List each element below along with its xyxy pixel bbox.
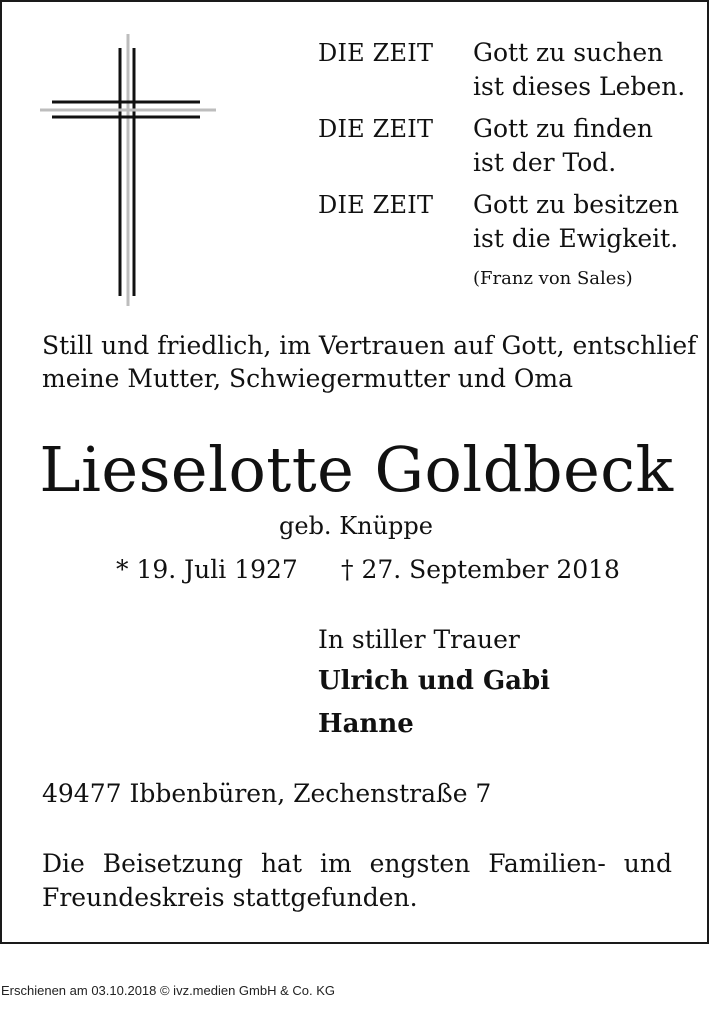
verse-line: Gott zu suchen (473, 38, 664, 67)
verse-line: ist dieses Leben. (473, 72, 686, 101)
cross-icon (40, 34, 216, 306)
verse-text (473, 36, 685, 104)
funeral-note (42, 847, 672, 915)
intro-line: Still und friedlich, im Vertrauen auf Gott, entschlief (42, 331, 697, 360)
verse-source: (Franz von Sales) (473, 268, 633, 289)
deceased-name: Lieselotte Goldbeck (39, 433, 674, 506)
address: 49477 Ibbenbüren, Zechenstraße 7 (42, 779, 492, 808)
verse-key: DIE ZEIT (318, 39, 434, 67)
mourner-name: Ulrich und Gabi (318, 666, 551, 696)
verse-key: DIE ZEIT (318, 191, 434, 219)
mourning-intro: In stiller Trauer (318, 625, 520, 654)
verse-block (318, 36, 698, 264)
funeral-note-line: Die Beisetzung hat im engsten Familien- und (42, 849, 672, 878)
verse-text (473, 112, 653, 180)
verse-line: ist der Tod. (473, 148, 617, 177)
verse-line: Gott zu besitzen (473, 190, 680, 219)
mourner-name: Hanne (318, 709, 414, 739)
birth-name: geb. Knüppe (279, 512, 433, 540)
verse-text (473, 188, 679, 256)
verse-line: Gott zu finden (473, 114, 653, 143)
funeral-note-line: Freundeskreis stattgefunden. (42, 883, 418, 912)
death-date: † 27. September 2018 (341, 555, 620, 584)
verse-line: ist die Ewigkeit. (473, 224, 679, 253)
verse-row (318, 36, 698, 104)
verse-row (318, 188, 698, 256)
intro-text (42, 329, 697, 395)
verse-row (318, 112, 698, 180)
intro-line: meine Mutter, Schwiegermutter und Oma (42, 364, 574, 393)
birth-date: * 19. Juli 1927 (116, 555, 298, 584)
publication-footer: Erschienen am 03.10.2018 © ivz.medien GmbH & Co. KG (1, 983, 336, 998)
verse-key: DIE ZEIT (318, 115, 434, 143)
